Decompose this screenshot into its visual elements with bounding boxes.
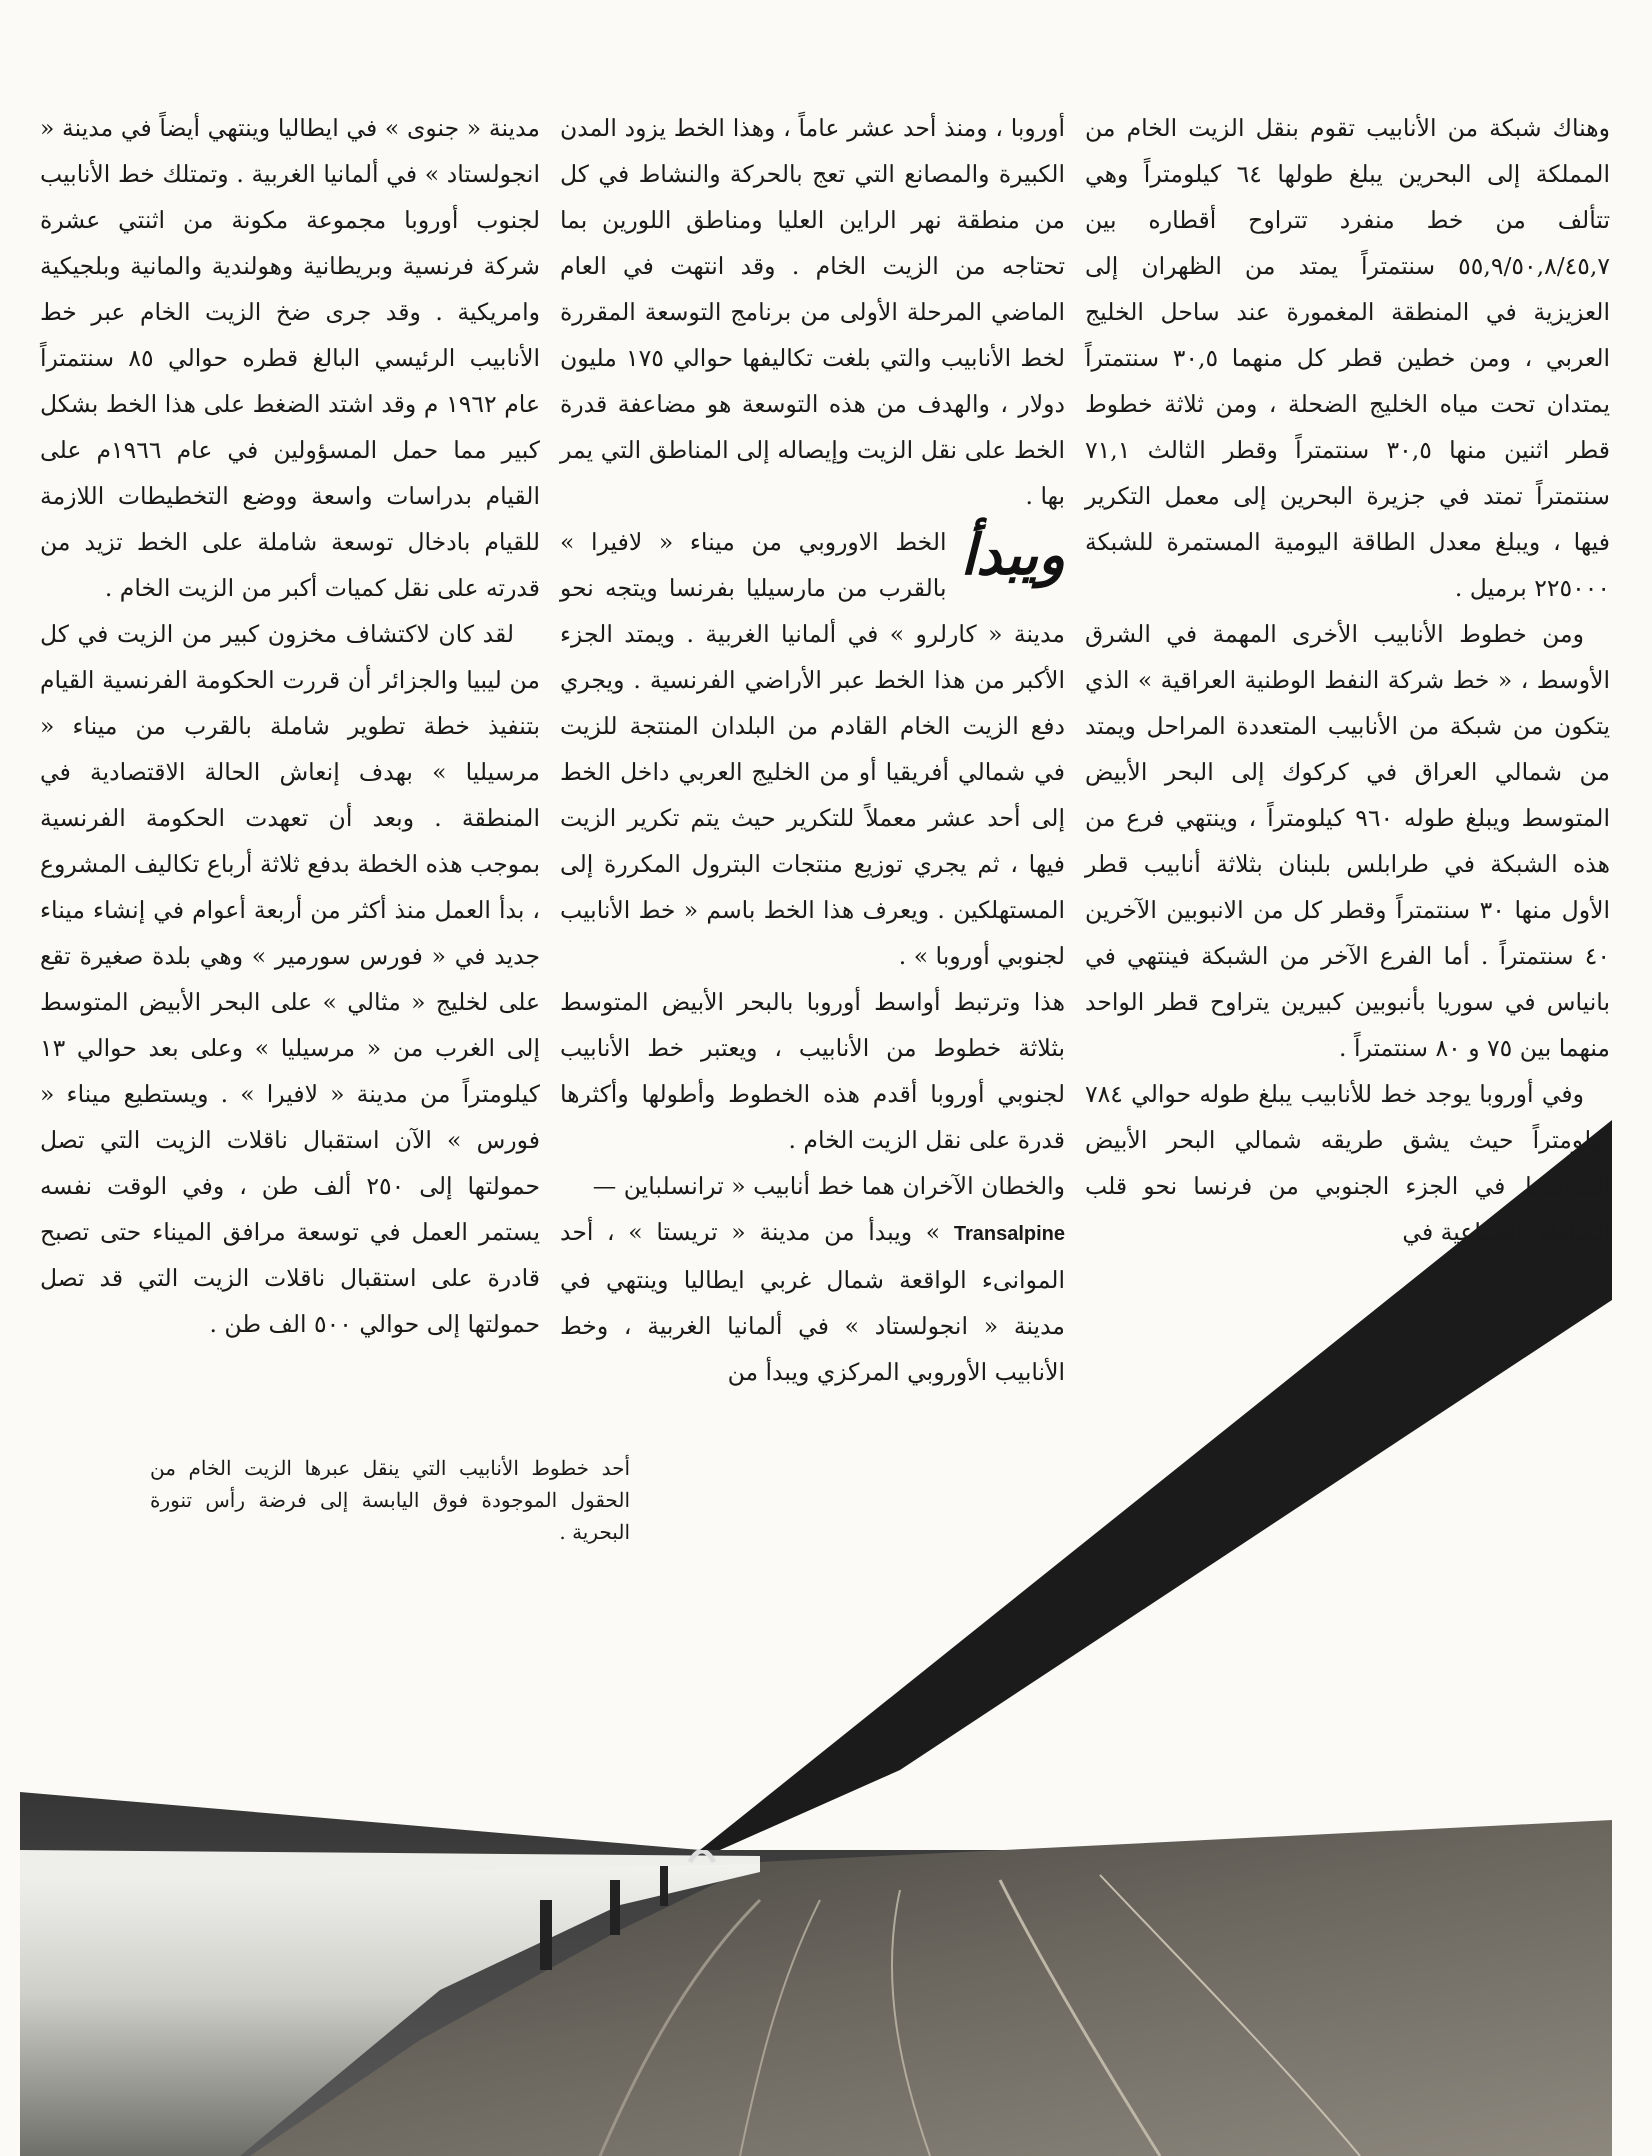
paragraph: ومن خطوط الأنابيب الأخرى المهمة في الشرق الأوسط ، « خط شركة النفط الوطنية العراقية » الذي يتكون من شبكة من الأنابيب المتعددة المراحل ويمتد من شمالي العراق في كركوك إلى البحر الأبيض المتوسط ويبلغ طوله ٩٦٠ كيلومتراً ، وينتهي فرع من هذه الشبكة في طرابلس بلبنان بثلاثة أنابيب قطر الأول منها ٣٠ سنتمتراً وقطر كل من الانبوبين الآخرين ٤٠ سنتمتراً . أما الفرع الآخر من الشبكة فينتهي في بانياس في سوريا بأنبوبين كبيرين يتراوح قطر الواحد منهما بين ٧٥ و ٨٠ سنتمتراً . xyxy=(1085,620,1611,1062)
article-column-middle xyxy=(560,105,1065,1395)
latin-term: Transalpine xyxy=(953,1223,1065,1245)
paragraph: وفي أوروبا يوجد خط للأنابيب يبلغ طوله حوالي ٧٨٤ كيلومتراً حيث يشق طريقه شمالي البحر الأبيض المتوسط في الجزء الجنوبي من فرنسا نحو قلب المناطق الصناعية في xyxy=(1085,1080,1610,1246)
article-column-right xyxy=(1085,105,1610,1255)
drop-cap-heading: ويبدأ xyxy=(960,522,1065,588)
article-column-left xyxy=(40,105,540,1347)
paragraph: مدينة « جنوى » في ايطاليا وينتهي أيضاً في مدينة « انجولستاد » في ألمانيا الغربية . وتمتلك خط الأنابيب لجنوب أوروبا مجموعة مكونة من اثنتي عشرة شركة فرنسية وبريطانية وهولندية والمانية وبلجيكية وامريكية . وقد جرى ضخ الزيت الخام عبر خط الأنابيب الرئيسي البالغ قطره حوالي ٨٥ سنتمتراً عام ١٩٦٢ م وقد اشتد الضغط على هذا الخط بشكل كبير مما حمل المسؤولين في عام ١٩٦٦م على القيام بدراسات واسعة ووضع التخطيطات اللازمة للقيام بادخال توسعة شاملة على الخط تزيد من قدرته على نقل كميات أكبر من الزيت الخام . xyxy=(40,114,541,602)
paragraph: لقد كان لاكتشاف مخزون كبير من الزيت في كل من ليبيا والجزائر أن قررت الحكومة الفرنسية القيام بتنفيذ خطة تطوير شاملة بالقرب من ميناء « مرسيليا » بهدف إنعاش الحالة الاقتصادية في المنطقة . وبعد أن تعهدت الحكومة الفرنسية بموجب هذه الخطة بدفع ثلاثة أرباع تكاليف المشروع ، بدأ العمل منذ أكثر من أربعة أعوام في إنشاء ميناء جديد في « فورس سورمير » وهي بلدة صغيرة تقع على لخليج « مثالي » على البحر الأبيض المتوسط إلى الغرب من « مرسيليا » وعلى بعد حوالي ١٣ كيلومتراً من مدينة « لافيرا » . ويستطيع ميناء « فورس » الآن استقبال ناقلات الزيت التي تصل حمولتها إلى ٢٥٠ ألف طن ، وفي الوقت نفسه يستمر العمل في توسعة مرافق الميناء حتى تصبح قادرة على استقبال ناقلات الزيت التي قد تصل حمولتها إلى حوالي ٥٠٠ الف طن . xyxy=(40,620,541,1338)
paragraph: أوروبا ، ومنذ أحد عشر عاماً ، وهذا الخط يزود المدن الكبيرة والمصانع التي تعج بالحركة والنشاط في كل من منطقة نهر الراين العليا ومناطق اللورين بما تحتاجه من الزيت الخام . وقد انتهت في العام الماضي المرحلة الأولى من برنامج التوسعة المقررة لخط الأنابيب والتي بلغت تكاليفها حوالي ١٧٥ مليون دولار ، والهدف من هذه التوسعة هو مضاعفة قدرة الخط على نقل الزيت وإيصاله إلى المناطق التي يمر بها . xyxy=(560,114,1065,510)
photo-caption: أحد خطوط الأنابيب التي ينقل عبرها الزيت الخام من الحقول الموجودة فوق اليابسة إلى فرضة رأس تنورة البحرية . xyxy=(150,1456,630,1544)
paragraph-text: » ويبدأ من مدينة « تريستا » ، أحد الموانىء الواقعة شمال غربي ايطاليا وينتهي في مدينة « انجولستاد » في ألمانيا الغربية ، وخط الأنابيب الأوروبي المركزي ويبدأ من xyxy=(560,1218,1065,1386)
paragraph-text: الخط الاوروبي من ميناء « لافيرا » بالقرب من مارسيليا بفرنسا ويتجه نحو مدينة « كارلرو » في ألمانيا الغربية . ويمتد الجزء الأكبر من هذا الخط عبر الأراضي الفرنسية . ويجري دفع الزيت الخام القادم من البلدان المنتجة للزيت في شمالي أفريقيا أو من الخليج العربي داخل الخط إلى أحد عشر معملاً للتكرير حيث يتم تكرير الزيت فيها ، ثم يجري توزيع منتجات البترول المكررة إلى المستهلكين . ويعرف هذا الخط باسم « خط الأنابيب لجنوبي أوروبا » . xyxy=(560,528,1065,970)
paragraph: وهناك شبكة من الأنابيب تقوم بنقل الزيت الخام من المملكة إلى البحرين يبلغ طولها ٦٤ كيلومتراً وهي تتألف من خط منفرد تتراوح أقطاره بين ٥٥,٩/٥٠,٨/٤٥,٧ سنتمتراً يمتد من الظهران إلى العزيزية في المنطقة المغمورة عند ساحل الخليج العربي ، ومن خطين قطر كل منهما ٣٠,٥ سنتمتراً يمتدان تحت مياه الخليج الضحلة ، ومن ثلاثة خطوط قطر اثنين منها ٣٠,٥ سنتمتراً وقطر الثالث ٧١,١ سنتمتراً تمتد في جزيرة البحرين إلى معمل التكرير فيها ، ويبلغ معدل الطاقة اليومية المستمرة للشبكة ٢٢٥٠٠٠ برميل . xyxy=(1085,114,1611,602)
paragraph xyxy=(560,1163,1065,1395)
paragraph-text: والخطان الآخران هما خط أنابيب « ترانسلباين — xyxy=(592,1172,1065,1200)
paragraph: هذا وترتبط أواسط أوروبا بالبحر الأبيض المتوسط بثلاثة خطوط من الأنابيب ، ويعتبر خط الأنابيب لجنوبي أوروبا أقدم هذه الخطوط وأطولها وأكثرها قدرة على نقل الزيت الخام . xyxy=(560,988,1065,1154)
paragraph xyxy=(560,519,1065,979)
